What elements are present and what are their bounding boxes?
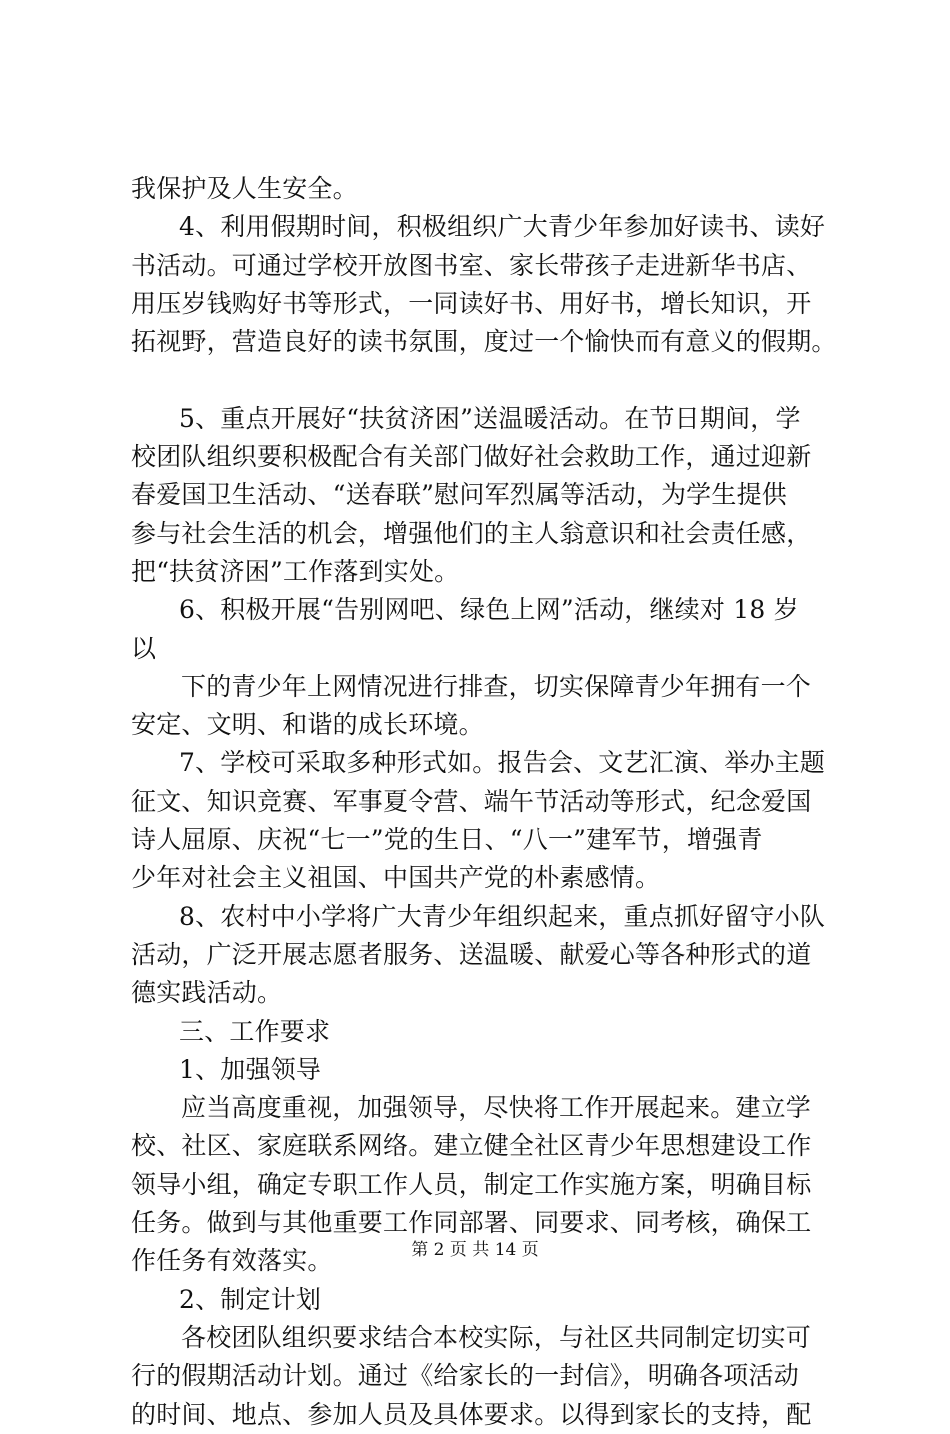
text-line: 校、社区、家庭联系网络。建立健全社区青少年思想建设工作	[131, 1131, 812, 1161]
text-line: 安定、文明、和谐的成长环境。	[131, 710, 484, 740]
text-line: 书活动。可通过学校开放图书室、家长带孩子走进新华书店、	[131, 250, 812, 280]
text-line: 三、工作要求	[179, 1016, 331, 1046]
text-line: 7、学校可采取多种形式如。报告会、文艺汇演、举办主题	[179, 748, 826, 778]
text-line: 行的假期活动计划。通过《给家长的一封信》，明确各项活动	[131, 1361, 799, 1391]
text-line: 5、重点开展好“扶贫济困”送温暖活动。在节日期间，学	[179, 403, 801, 433]
text-line: 征文、知识竞赛、军事夏令营、端午节活动等形式，纪念爱国	[131, 786, 812, 816]
text-line: 参与社会生活的机会，增强他们的主人翁意识和社会责任感，	[131, 518, 812, 548]
text-line: 德实践活动。	[131, 978, 283, 1008]
text-line	[131, 361, 831, 399]
text-line: 1、加强领导	[179, 1054, 322, 1084]
text-line: 用压岁钱购好书等形式，一同读好书、用好书，增长知识，开	[131, 288, 812, 318]
text-line: 4、利用假期时间，积极组织广大青少年参加好读书、读好	[179, 212, 826, 242]
text-line: 活动，广泛开展志愿者服务、送温暖、献爱心等各种形式的道	[131, 939, 812, 969]
text-line: 诗人屈原、庆祝“七一”党的生日、“八一”建军节，增强青	[131, 825, 763, 855]
text-line: 领导小组，确定专职工作人员，制定工作实施方案，明确目标	[131, 1169, 812, 1199]
text-line: 2、制定计划	[179, 1284, 322, 1314]
text-line: 下的青少年上网情况进行排查，切实保障青少年拥有一个	[181, 671, 812, 701]
text-line: 应当高度重视，加强领导，尽快将工作开展起来。建立学	[181, 1093, 812, 1123]
page-footer: 第 2 页 共 14 页	[411, 1240, 539, 1260]
text-line: 春爱国卫生活动、“送春联”慰问军烈属等活动，为学生提供	[131, 480, 787, 510]
text-line: 6、积极开展“告别网吧、绿色上网”活动，继续对 18 岁	[179, 595, 799, 625]
text-line: 任务。做到与其他重要工作同部署、同要求、同考核，确保工	[131, 1208, 812, 1238]
text-line: 拓视野，营造良好的读书氛围，度过一个愉快而有意义的假期。	[131, 327, 837, 357]
text-line: 把“扶贫济困”工作落到实处。	[131, 556, 460, 586]
text-line: 8、农村中小学将广大青少年组织起来，重点抓好留守小队	[179, 901, 826, 931]
text-line: 少年对社会主义祖国、中国共产党的朴素感情。	[131, 863, 661, 893]
text-line: 校团队组织要积极配合有关部门做好社会救助工作，通过迎新	[131, 442, 812, 472]
text-line: 作任务有效落实。	[131, 1246, 333, 1276]
text-line: 我保护及人生安全。	[131, 174, 358, 203]
text-line: 的时间、地点、参加人员及具体要求。以得到家长的支持，配	[131, 1399, 812, 1429]
text-line: 以	[131, 633, 157, 663]
text-line: 各校团队组织要求结合本校实际，与社区共同制定切实可	[181, 1322, 812, 1352]
